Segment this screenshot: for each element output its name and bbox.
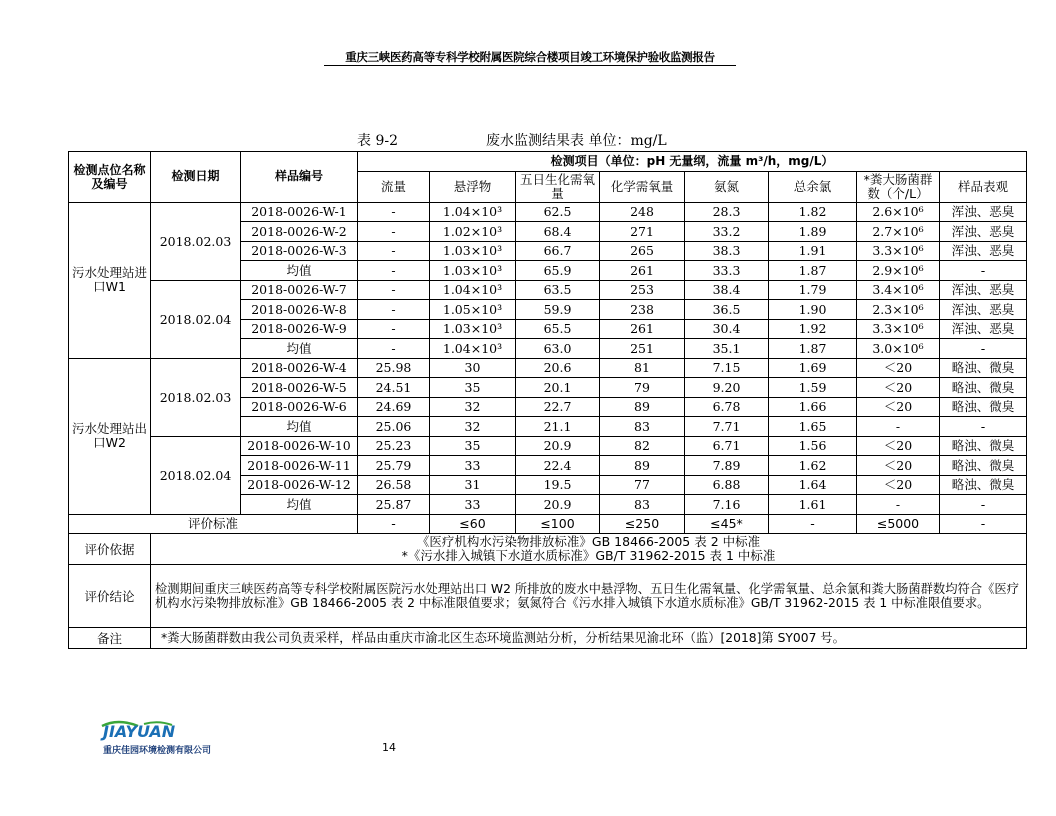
cell-value: 83: [600, 417, 685, 437]
cell-value: 25.23: [358, 436, 430, 456]
cell-value: 20.6: [516, 358, 600, 378]
cell-value: 20.1: [516, 378, 600, 398]
cell-value: 68.4: [516, 222, 600, 242]
coliform-value: 3.3×10⁶: [857, 241, 940, 261]
standard-value: ≤60: [430, 514, 516, 534]
cell-value: 21.1: [516, 417, 600, 437]
ss-value: 1.05×10³: [430, 300, 516, 320]
cell-value: -: [940, 417, 1027, 437]
coliform-value: 3.3×10⁶: [857, 319, 940, 339]
note-label: 备注: [69, 628, 151, 649]
coliform-value: 2.9×10⁶: [857, 261, 940, 281]
header-date: 检测日期: [151, 152, 241, 203]
basis-line-1: 《医疗机构水污染物排放标准》GB 18466-2005 表 2 中标准: [416, 534, 761, 549]
basis-row: [69, 534, 1027, 565]
basis-label: 评价依据: [69, 534, 151, 565]
cell-value: 浑浊、恶臭: [940, 319, 1027, 339]
cell-value: 89: [600, 397, 685, 417]
standard-value: ≤100: [516, 514, 600, 534]
cell-value: 6.71: [685, 436, 769, 456]
cell-value: -: [857, 495, 940, 515]
standard-value: -: [358, 514, 430, 534]
conclusion-text: 检测期间重庆三峡医药高等专科学校附属医院污水处理站出口 W2 所排放的废水中悬浮物、五日生化需氧量、化学需氧量、总余氯和粪大肠菌群数均符合《医疗机构水污染物排放标准》GB 18466-2005 表 2 中标准限值要求；氨氮符合《污水排入城镇下水道水质标准》GB/T 31962-2015 表 1 中标准限值要求。: [151, 565, 1027, 628]
cell-value: 1.66: [769, 397, 857, 417]
table-number: 表 9-2: [357, 133, 398, 149]
cell-value: 7.71: [685, 417, 769, 437]
sample-id: 2018-0026-W-1: [241, 202, 358, 222]
page-number: 14: [382, 741, 396, 754]
coliform-value: 2.6×10⁶: [857, 202, 940, 222]
sample-id: 2018-0026-W-5: [241, 378, 358, 398]
sample-id: 2018-0026-W-8: [241, 300, 358, 320]
table-row: [69, 436, 1027, 456]
conclusion-label: 评价结论: [69, 565, 151, 628]
header-items: 检测项目（单位：pH 无量纲，流量 m³/h，mg/L）: [358, 152, 1027, 172]
cell-value: 20.9: [516, 436, 600, 456]
cell-value: -: [358, 280, 430, 300]
standard-value: ≤5000: [857, 514, 940, 534]
cell-value: 30: [430, 358, 516, 378]
cell-value: 33: [430, 456, 516, 476]
cell-value: 24.69: [358, 397, 430, 417]
cell-value: 59.9: [516, 300, 600, 320]
cell-value: 261: [600, 261, 685, 281]
cell-value: 6.78: [685, 397, 769, 417]
cell-value: 271: [600, 222, 685, 242]
cell-value: 9.20: [685, 378, 769, 398]
cell-value: 32: [430, 417, 516, 437]
basis-line-2: *《污水排入城镇下水道水质标准》GB/T 31962-2015 表 1 中标准: [401, 548, 776, 563]
cell-value: 82: [600, 436, 685, 456]
basis-text: [151, 534, 1027, 565]
coliform-value: 2.3×10⁶: [857, 300, 940, 320]
cell-value: 略浊、微臭: [940, 456, 1027, 476]
cell-value: 33.3: [685, 261, 769, 281]
cell-value: 81: [600, 358, 685, 378]
mean-label: 均值: [241, 261, 358, 281]
cell-value: 24.51: [358, 378, 430, 398]
cell-value: 6.88: [685, 475, 769, 495]
cell-value: 248: [600, 202, 685, 222]
cell-value: 77: [600, 475, 685, 495]
cell-value: -: [358, 202, 430, 222]
note-row: [69, 628, 1027, 649]
cell-value: 19.5: [516, 475, 600, 495]
cell-value: 浑浊、恶臭: [940, 300, 1027, 320]
cell-value: 25.87: [358, 495, 430, 515]
cell-value: 1.91: [769, 241, 857, 261]
ss-value: 1.02×10³: [430, 222, 516, 242]
cell-value: 30.4: [685, 319, 769, 339]
cell-value: 1.79: [769, 280, 857, 300]
cell-value: 89: [600, 456, 685, 476]
cell-value: 1.56: [769, 436, 857, 456]
cell-value: -: [358, 261, 430, 281]
coliform-value: 2.7×10⁶: [857, 222, 940, 242]
cell-value: ＜20: [857, 436, 940, 456]
cell-value: ＜20: [857, 456, 940, 476]
cell-value: 浑浊、恶臭: [940, 222, 1027, 242]
cell-value: 36.5: [685, 300, 769, 320]
cell-value: 65.9: [516, 261, 600, 281]
cell-value: ＜20: [857, 378, 940, 398]
cell-value: 1.64: [769, 475, 857, 495]
sample-date: 2018.02.03: [151, 202, 241, 280]
cell-value: 35: [430, 378, 516, 398]
col-nh3: 氨氮: [685, 171, 769, 202]
mean-label: 均值: [241, 339, 358, 359]
cell-value: 1.92: [769, 319, 857, 339]
sample-id: 2018-0026-W-3: [241, 241, 358, 261]
col-bod: 五日生化需氧量: [516, 171, 600, 202]
standard-value: -: [769, 514, 857, 534]
sample-id: 2018-0026-W-7: [241, 280, 358, 300]
col-chlorine: 总余氯: [769, 171, 857, 202]
cell-value: -: [358, 319, 430, 339]
col-coliform: *粪大肠菌群数（个/L）: [857, 171, 940, 202]
sample-id: 2018-0026-W-6: [241, 397, 358, 417]
company-name: 重庆佳园环境检测有限公司: [103, 746, 212, 756]
col-appearance: 样品表观: [940, 171, 1027, 202]
cell-value: 251: [600, 339, 685, 359]
cell-value: 22.4: [516, 456, 600, 476]
cell-value: 7.15: [685, 358, 769, 378]
coliform-value: 3.0×10⁶: [857, 339, 940, 359]
col-flow: 流量: [358, 171, 430, 202]
table-row: [69, 358, 1027, 378]
cell-value: 1.59: [769, 378, 857, 398]
cell-value: 238: [600, 300, 685, 320]
standard-value: ≤45*: [685, 514, 769, 534]
cell-value: -: [358, 339, 430, 359]
ss-value: 1.03×10³: [430, 319, 516, 339]
cell-value: 略浊、微臭: [940, 378, 1027, 398]
site-name: 污水处理站进口W1: [69, 202, 151, 358]
ss-value: 1.04×10³: [430, 202, 516, 222]
cell-value: -: [857, 417, 940, 437]
cell-value: 略浊、微臭: [940, 397, 1027, 417]
cell-value: -: [940, 495, 1027, 515]
header-point: 检测点位名称及编号: [69, 152, 151, 203]
cell-value: 33.2: [685, 222, 769, 242]
cell-value: -: [940, 261, 1027, 281]
cell-value: 浑浊、恶臭: [940, 241, 1027, 261]
cell-value: 7.89: [685, 456, 769, 476]
cell-value: 略浊、微臭: [940, 358, 1027, 378]
cell-value: 63.0: [516, 339, 600, 359]
ss-value: 1.03×10³: [430, 241, 516, 261]
cell-value: 1.82: [769, 202, 857, 222]
cell-value: 1.87: [769, 339, 857, 359]
cell-value: 1.61: [769, 495, 857, 515]
cell-value: ＜20: [857, 358, 940, 378]
cell-value: 25.98: [358, 358, 430, 378]
conclusion-row: [69, 565, 1027, 628]
cell-value: 33: [430, 495, 516, 515]
cell-value: ＜20: [857, 397, 940, 417]
cell-value: 32: [430, 397, 516, 417]
cell-value: -: [358, 300, 430, 320]
cell-value: 1.87: [769, 261, 857, 281]
sample-date: 2018.02.04: [151, 436, 241, 514]
cell-value: 1.65: [769, 417, 857, 437]
header-sample: 样品编号: [241, 152, 358, 203]
standard-value: -: [940, 514, 1027, 534]
site-name: 污水处理站出口W2: [69, 358, 151, 514]
cell-value: 66.7: [516, 241, 600, 261]
table-row: [69, 280, 1027, 300]
sample-id: 2018-0026-W-11: [241, 456, 358, 476]
standard-row: [69, 514, 1027, 534]
sample-id: 2018-0026-W-12: [241, 475, 358, 495]
sample-date: 2018.02.04: [151, 280, 241, 358]
cell-value: 62.5: [516, 202, 600, 222]
cell-value: 38.3: [685, 241, 769, 261]
cell-value: 1.69: [769, 358, 857, 378]
cell-value: 22.7: [516, 397, 600, 417]
cell-value: 253: [600, 280, 685, 300]
wastewater-results-table: [68, 151, 1027, 649]
ss-value: 1.03×10³: [430, 261, 516, 281]
cell-value: 31: [430, 475, 516, 495]
cell-value: 83: [600, 495, 685, 515]
standard-value: ≤250: [600, 514, 685, 534]
cell-value: 略浊、微臭: [940, 475, 1027, 495]
cell-value: 7.16: [685, 495, 769, 515]
cell-value: 38.4: [685, 280, 769, 300]
logo-wordmark: JIAYUAN: [103, 722, 176, 741]
note-text: *粪大肠菌群数由我公司负责采样，样品由重庆市渝北区生态环境监测站分析，分析结果见渝北环（监）[2018]第 SY007 号。: [151, 628, 1027, 649]
sample-id: 2018-0026-W-2: [241, 222, 358, 242]
cell-value: 20.9: [516, 495, 600, 515]
cell-value: 25.79: [358, 456, 430, 476]
ss-value: 1.04×10³: [430, 339, 516, 359]
cell-value: 1.89: [769, 222, 857, 242]
mean-label: 均值: [241, 495, 358, 515]
cell-value: 261: [600, 319, 685, 339]
cell-value: 26.58: [358, 475, 430, 495]
coliform-value: 3.4×10⁶: [857, 280, 940, 300]
cell-value: -: [358, 222, 430, 242]
cell-value: -: [358, 241, 430, 261]
sample-id: 2018-0026-W-10: [241, 436, 358, 456]
cell-value: 略浊、微臭: [940, 436, 1027, 456]
ss-value: 1.04×10³: [430, 280, 516, 300]
cell-value: 28.3: [685, 202, 769, 222]
cell-value: ＜20: [857, 475, 940, 495]
cell-value: 265: [600, 241, 685, 261]
mean-label: 均值: [241, 417, 358, 437]
cell-value: 35: [430, 436, 516, 456]
cell-value: 浑浊、恶臭: [940, 280, 1027, 300]
cell-value: 浑浊、恶臭: [940, 202, 1027, 222]
col-ss: 悬浮物: [430, 171, 516, 202]
cell-value: 65.5: [516, 319, 600, 339]
cell-value: 35.1: [685, 339, 769, 359]
cell-value: -: [940, 339, 1027, 359]
sample-id: 2018-0026-W-9: [241, 319, 358, 339]
sample-date: 2018.02.03: [151, 358, 241, 436]
cell-value: 25.06: [358, 417, 430, 437]
col-cod: 化学需氧量: [600, 171, 685, 202]
cell-value: 63.5: [516, 280, 600, 300]
table-title: 废水监测结果表 单位：mg/L: [486, 133, 667, 149]
header-underline: [324, 65, 736, 66]
report-header: 重庆三峡医药高等专科学校附属医院综合楼项目竣工环境保护验收监测报告: [345, 50, 715, 64]
standard-label: 评价标准: [69, 514, 358, 534]
table-row: [69, 202, 1027, 222]
sample-id: 2018-0026-W-4: [241, 358, 358, 378]
cell-value: 1.62: [769, 456, 857, 476]
cell-value: 79: [600, 378, 685, 398]
cell-value: 1.90: [769, 300, 857, 320]
